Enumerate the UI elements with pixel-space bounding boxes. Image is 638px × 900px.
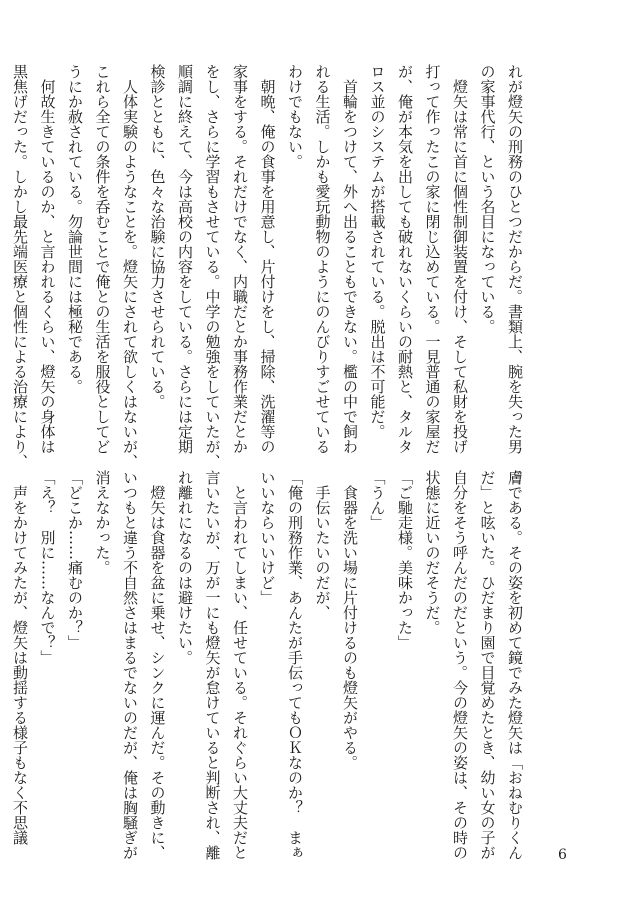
text-line: 「俺の刑務作業、あんたが手伝ってもＯＫなのか？ まぁ	[286, 470, 304, 860]
text-line: 「ご馳走様。美味かった」	[396, 470, 414, 650]
text-line: ロス並のシステムが搭載されている。脱出は不可能だ。	[368, 64, 387, 439]
text-line: いいならいいけど」	[258, 470, 277, 605]
text-line: 順調に終えて、今は高校の内容をしている。さらには定期	[176, 64, 194, 454]
text-line: 自分をそう呼んだのだという。今の燈矢の姿は、その時の	[451, 470, 469, 860]
text-line: れが燈矢の刑務のひとつだからだ。書類上、腕を失った男	[506, 64, 524, 454]
text-line: をし、さらに学習もさせている。中学の勉強をしていたが、	[203, 64, 222, 469]
text-line: の家事代行、という名目になっている。	[478, 64, 497, 334]
text-line: 状態に近いのだそうだ。	[423, 470, 442, 635]
text-line: 燈矢は食器を盆に乗せ、シンクに運んだ。その動きに、	[148, 470, 167, 860]
text-line: 膚である。その姿を初めて鏡でみた燈矢は「おねむりくん	[506, 470, 524, 860]
lower-text-block	[0, 470, 528, 860]
page-number: 6	[558, 847, 567, 863]
text-line: 言いたいが、万が一にも燈矢が怠けていると判断され、離	[203, 470, 222, 860]
text-line: れ離れになるのは避けたい。	[176, 470, 194, 665]
text-line	[0, 64, 6, 404]
text-line: うにか赦されている。勿論世間には極秘である。	[66, 64, 84, 394]
text-line: 消えなかった。	[93, 470, 112, 575]
text-line: 何故生きているのか、と言われるくらい、燈矢の身体は	[38, 64, 57, 454]
text-line: 首輪をつけて、外へ出ることもできない。檻の中で飼わ	[341, 64, 359, 454]
text-line: 家事をする。それだけでなく、内職だとか事務作業だとか	[231, 64, 249, 454]
text-line: 「え？ 別に……なんで？」	[38, 470, 57, 665]
text-line: わけでもない。	[286, 64, 304, 169]
text-line: 手伝いたいのだが、	[313, 470, 332, 620]
text-line: いつもと違う不自然さはまるでないのだが、俺は胸騒ぎが	[121, 470, 139, 860]
text-line: と言われてしまい、任せている。それぐらい大丈夫だと	[231, 470, 249, 860]
text-line: 検診とともに、色々な治験に協力させられている。	[148, 64, 167, 409]
text-line: れる生活。しかも愛玩動物のようにのんびりすごせている	[313, 64, 332, 454]
text-line: 声をかけてみたが、燈矢は動揺する様子もなく不思議	[11, 470, 29, 845]
text-line: 打って作ったこの家に閉じ込めている。一見普通の家屋だ	[423, 64, 442, 454]
text-line: だ」と呟いた。ひだまり園で目覚めたとき、幼い女の子が	[478, 470, 497, 860]
text-line: 燈矢は常に首に個性制御装置を付け、そして私財を投げ	[451, 64, 469, 454]
text-line: 「うん」	[368, 470, 387, 530]
text-line: 黒焦げだった。しかし最先端医療と個性による治療により、	[11, 64, 29, 469]
text-line	[0, 470, 6, 800]
text-line: 朝晩、俺の食事を用意し、片付けをし、掃除、洗濯等の	[258, 64, 277, 454]
text-line: 「どこか……痛むのか？」	[66, 470, 84, 650]
text-line: 食器を洗い場に片付けるのも燈矢がやる。	[341, 470, 359, 770]
text-line: が、俺が本気を出しても破れないくらいの耐熱と、タルタ	[396, 64, 414, 454]
text-line: 人体実験のようなことを。燈矢にされて欲しくはないが、	[121, 64, 139, 469]
text-line: これら全ての条件を呑むことで俺との生活を服役としてど	[93, 64, 112, 454]
upper-text-block	[0, 64, 528, 469]
